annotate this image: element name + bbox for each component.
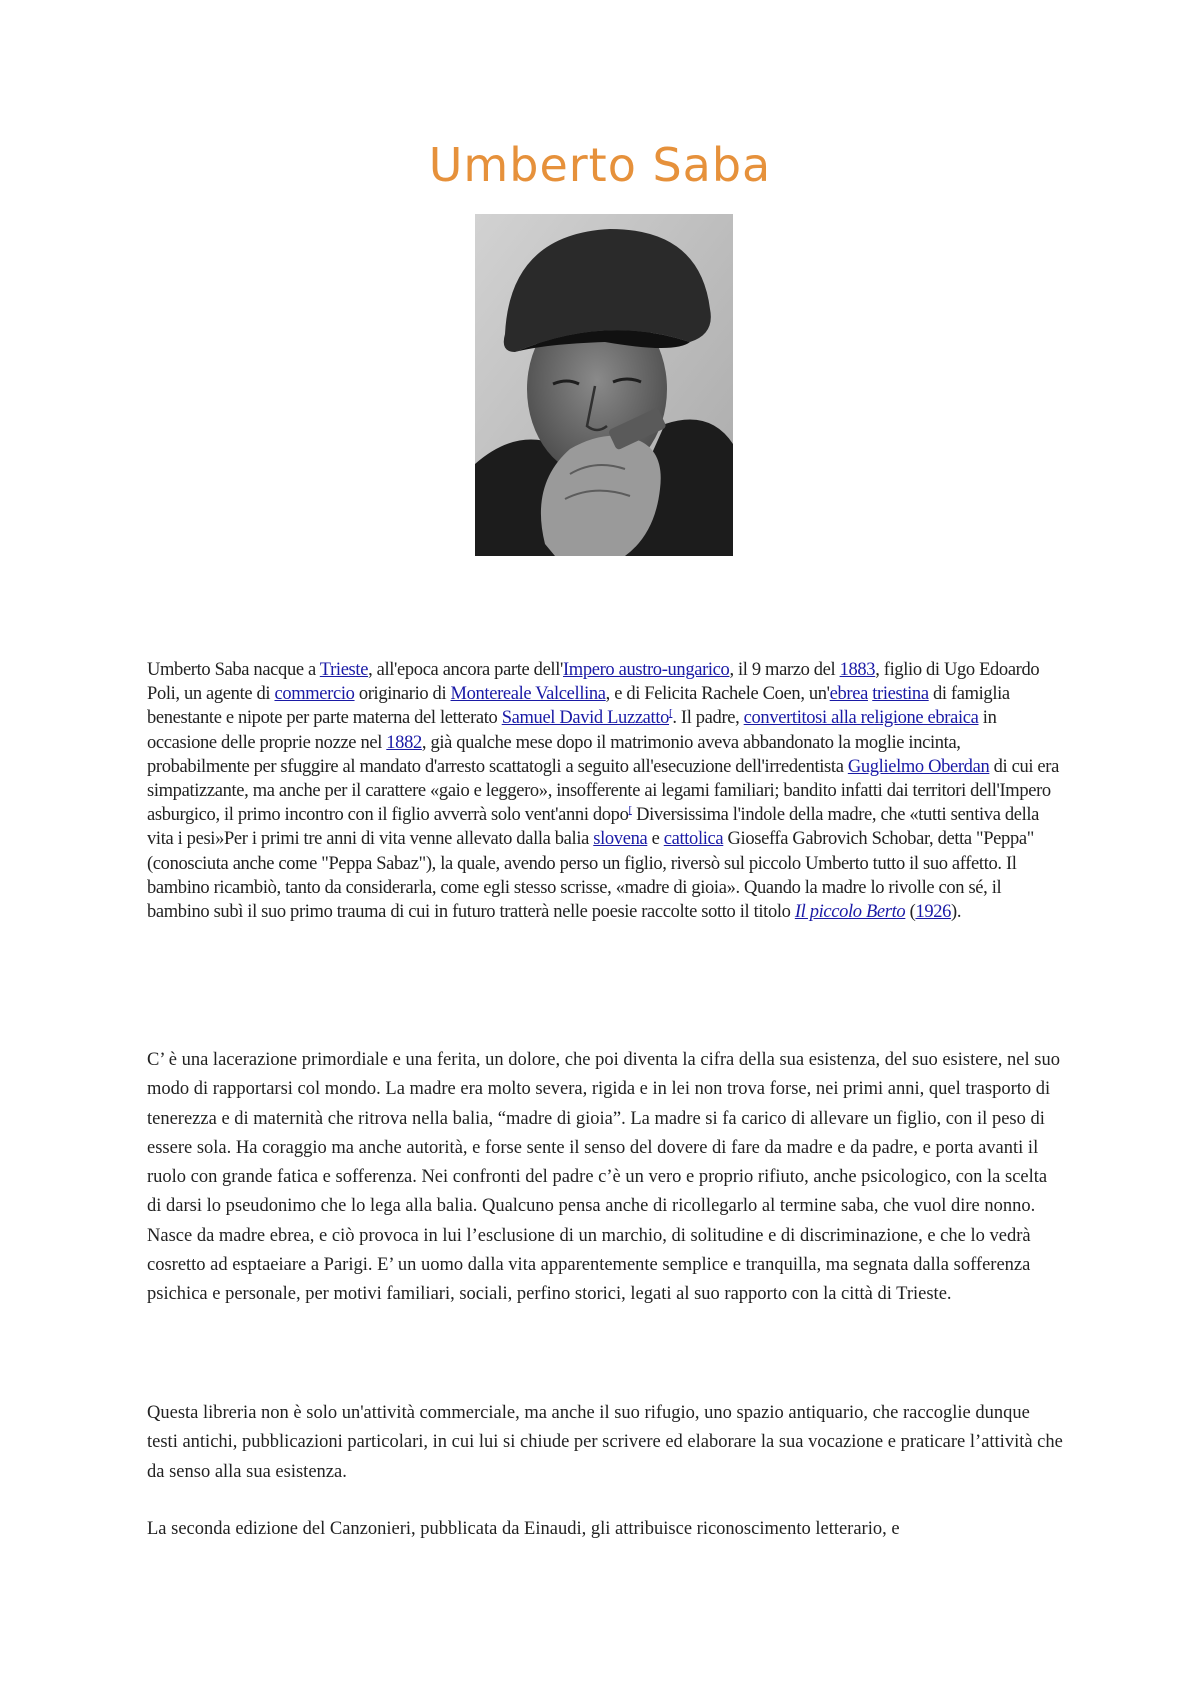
link-1882[interactable]: 1882 bbox=[386, 732, 422, 753]
link-cattolica[interactable]: cattolica bbox=[663, 829, 724, 850]
link-1926[interactable]: 1926 bbox=[915, 902, 952, 923]
text-run: ). bbox=[951, 902, 962, 923]
text-run: , già qualche mese dopo il matrimonio aveva abbandonato la moglie incinta, probabilmente per sfuggire al mandato d'arresto scattatogli a seguito all'esecuzione dell'irredentista bbox=[147, 732, 961, 777]
text-run: di cui era simpatizzante, ma anche per il carattere «gaio e leggero», insofferente ai legami familiari; bandito infatti dai territori dell'Impero asburgico, il primo incontro con il figlio avverrà solo vent'anni dopo bbox=[147, 756, 1059, 826]
biography-paragraph bbox=[147, 658, 1065, 924]
text-run: , all'epoca ancora parte dell' bbox=[368, 660, 563, 680]
link-samuel-david-luzzatto[interactable]: Samuel David Luzzatto bbox=[501, 708, 670, 729]
portrait-photo bbox=[475, 214, 733, 556]
footnote-ref[interactable]: [ bbox=[669, 707, 673, 720]
text-run: Diversissima l'indole della madre, che «tutti sentiva della vita i pesi»Per i primi tre anni di vita venne allevato dalla balia bbox=[147, 805, 1040, 850]
analysis-paragraph: C’ è una lacerazione primordiale e una ferita, un dolore, che poi diventa la cifra della sua esistenza, del suo esistere, nel suo modo di rapportarsi col mondo. La madre era molto severa, rigida e in lei non trova forse, nei primi anni, quel trasporto di tenerezza e di maternità che ritrova nella balia, “madre di gioia”. La madre si fa carico di allevare un figlio, con il peso di essere sola. Ha coraggio ma anche autorità, e forse sente il senso del dovere di fare da madre e da padre, e porta avanti il ruolo con grande fatica e sofferenza. Nei confronti del padre c’è un vero e proprio rifiuto, anche psicologico, con la scelta di darsi lo pseudonimo che lo lega alla balia. Qualcuno pensa anche di ricollegarlo al termine saba, che vuol dire nonno. Nasce da madre ebrea, e ciò provoca in lui l’esclusione di un marchio, di solitudine e di discriminazione, e che lo vedrà cosretto ad esptaeiare a Parigi. E’ un uomo dalla vita apparentemente semplice e tranquilla, ma segnata dalla sofferenza psichica e personale, per motivi familiari, sociali, perfino storici, legati al suo rapporto con la città di Trieste. bbox=[147, 1050, 1060, 1305]
footnote-ref[interactable]: [ bbox=[628, 804, 632, 817]
text-run: . Il padre, bbox=[672, 708, 744, 729]
link-guglielmo-oberdan[interactable]: Guglielmo Oberdan bbox=[847, 756, 990, 777]
text-run: , e di Felicita Rachele Coen, un' bbox=[605, 684, 830, 705]
link-slovena[interactable]: slovena bbox=[593, 829, 648, 850]
link-il-piccolo-berto[interactable]: Il piccolo Berto bbox=[794, 902, 906, 923]
text-run: originario di bbox=[354, 684, 451, 705]
link-convertitosi[interactable]: convertitosi alla religione ebraica bbox=[743, 708, 979, 729]
link-commercio[interactable]: commercio bbox=[274, 684, 355, 705]
text-run: ( bbox=[905, 902, 916, 923]
text-run: e bbox=[647, 829, 664, 850]
portrait-photo-icon bbox=[475, 214, 733, 556]
link-1883[interactable]: 1883 bbox=[839, 660, 876, 680]
text-run: di famiglia benestante e nipote per parte materna del letterato bbox=[147, 684, 1010, 729]
text-run: , il 9 marzo del bbox=[729, 660, 840, 680]
bookshop-paragraph: Questa libreria non è solo un'attività commerciale, ma anche il suo rifugio, uno spazio antiquario, che raccoglie dunque testi antichi, pubblicazioni particolari, in cui lui si chiude per scrivere ed elaborare la sua vocazione e praticare l’attività che da senso alla sua esistenza. bbox=[147, 1403, 1063, 1482]
canzoniere-paragraph: La seconda edizione del Canzonieri, pubblicata da Einaudi, gli attribuisce riconoscimento letterario, e bbox=[147, 1519, 900, 1539]
link-ebrea[interactable]: ebrea bbox=[829, 684, 868, 705]
text-run: , figlio di Ugo Edoardo Poli, un agente di bbox=[147, 660, 1040, 705]
link-trieste[interactable]: Trieste bbox=[319, 660, 369, 680]
link-triestina[interactable]: triestina bbox=[872, 684, 929, 705]
text-run: Gioseffa Gabrovich Schobar, detta "Peppa" (conosciuta anche come "Peppa Sabaz"), la quale, avendo perso un figlio, riversò sul piccolo Umberto tutto il suo affetto. Il bambino ricambiò, tanto da considerarla, come egli stesso scrisse, «madre di gioia». Quando la madre lo rivolle con sé, il bambino subì il suo primo trauma di cui in futuro tratterà nelle poesie raccolte sotto il titolo bbox=[147, 829, 1034, 923]
link-impero-austro-ungarico[interactable]: Impero austro-ungarico bbox=[563, 660, 730, 680]
link-montereale-valcellina[interactable]: Montereale Valcellina bbox=[450, 684, 606, 705]
text-run: in occasione delle proprie nozze nel bbox=[147, 708, 997, 753]
page-title: Umberto Saba bbox=[428, 138, 772, 192]
text-run: Umberto Saba nacque a bbox=[147, 660, 320, 680]
